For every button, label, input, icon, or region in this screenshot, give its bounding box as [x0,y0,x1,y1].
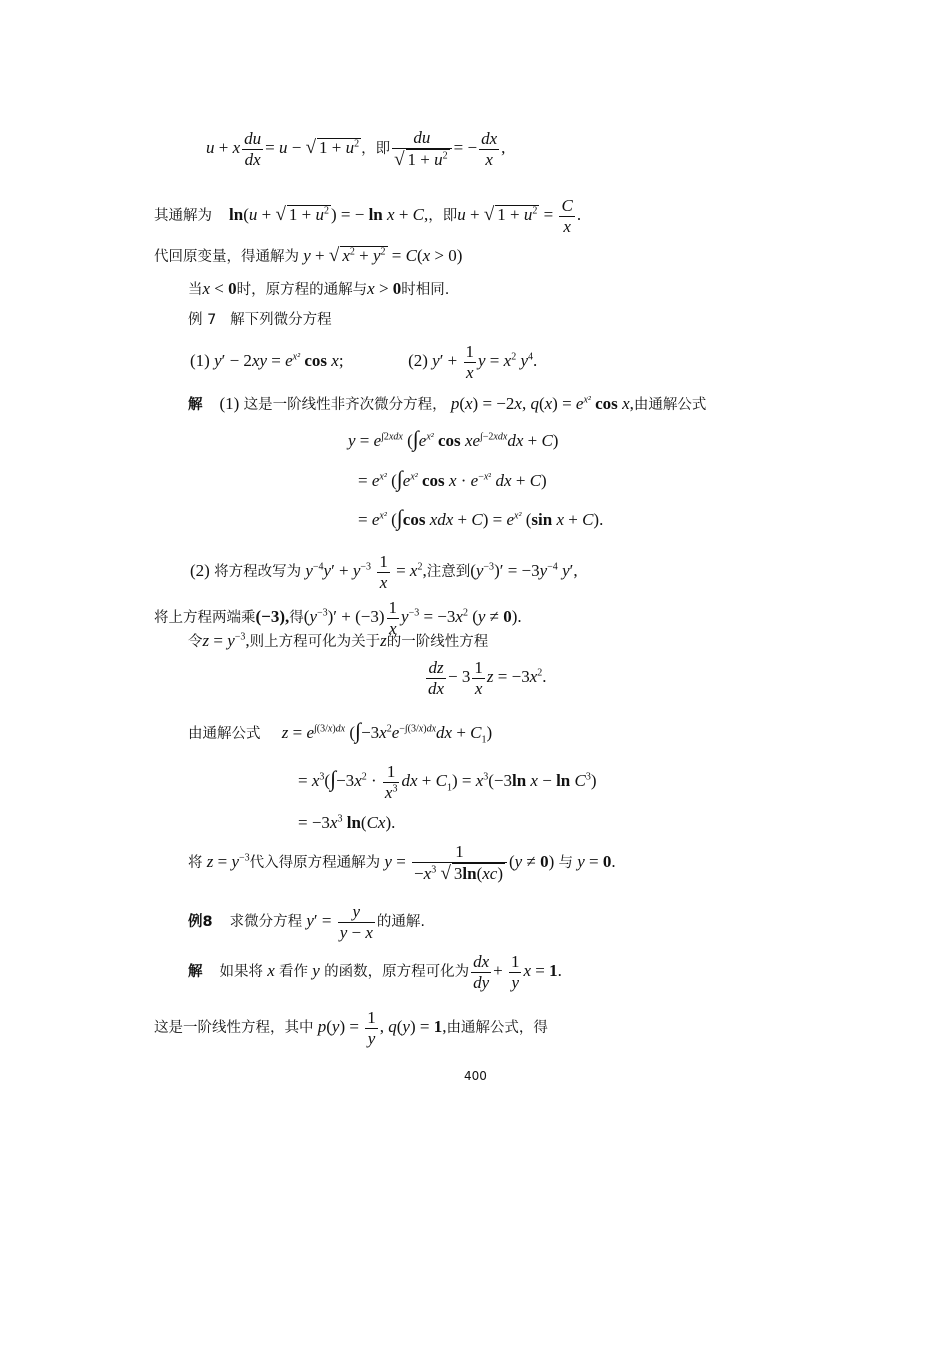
text-general-solution: 其通解为 [154,207,212,224]
text-by-formula: 由通解公式 [633,397,707,413]
text-same: 时，原方程的通解与 [236,282,368,298]
text-linear-where: 这是一阶线性方程，其中 [154,1019,314,1036]
example-8-tail: 的通解. [376,913,425,930]
solution-2-formula: 由通解公式 $z = e^{\int(3/x)dx}$ $(\int-3x^2e^{-\int(3/x)dx}dx + C_1)$ [188,718,493,746]
example-8-label: 例8 [188,913,213,930]
solution-label: 解 [188,397,203,413]
text-same-end: 时相同. [401,282,450,298]
solution-8-label: 解 [188,963,203,980]
text-ji-2: ，即 [428,207,458,224]
page-number: 400 [464,1069,487,1083]
solution-2-multiply: 将上方程两端乘(−3),得$(y^{-3})' + (-3)$ $\frac{1}{x}$ $y^{-3} = -3x^2$ (y ≠ 0). [154,598,522,638]
text-substitute: 代入得原方程通解为 [249,855,381,872]
text-sol8-a: 如果将 [219,963,263,980]
text-first-order: 的一阶线性方程 [386,634,489,650]
solution-2-step-3: = $-3x^3$ ln(Cx). [298,813,396,832]
text-when: 当 [188,282,203,298]
text-note: 注意到 [426,563,471,580]
solution-1-text: 这是一阶线性非齐次微分方程， [243,397,447,413]
text-back-sub: 代回原变量，得通解为 [154,249,299,265]
example-8-text: 求微分方程 [229,913,303,930]
example-7-problems: (1) $y' - 2xy = e^{x^2}$ cos x; (2) y′ + $\frac{1}{x}$ $y = x^2$ $y^4$. [190,342,538,382]
text-both-sides: 将上方程两端乘 [154,609,256,626]
example-7-heading [188,313,332,328]
solution-2-step-2: = $x^3(\int-3x^2$ · $\frac{1}{x^3}$ dx + $C_1) = x^3(-3\ln$ $x - \ln C^3$) [298,762,597,802]
solution-2-substitution: 令$z = y^{-3}$,则上方程可化为关于z的一阶线性方程 [188,631,489,650]
text-and: 与 [558,855,573,872]
solution-8-linear: 这是一阶线性方程，其中 p(y) = $\frac{1}{y}$ , q(y) = 1,由通解公式，得 [154,1008,548,1048]
text-ji: ，即 [361,141,391,158]
solution-2-final: 将 $z = y^{-3}$代入得原方程通解为 y = $\frac{1}{-x^3 √ 3\ln(xc)}$ (y ≠ 0) 与 y = 0. [188,842,616,884]
solution-1-intro: 解 (1) 这是一阶线性非齐次微分方程， p(x) = −2x, $q(x) = e^{x^2}$ cos x,由通解公式 [188,394,707,413]
text-sol8-c: 的函数，原方程可化为 [324,963,470,980]
solution-1-step-1: $y = e^{\int 2xdx}$ ($\int e^{x^2}$ $\cos xe^{\int-2xdx}dx + C$) [348,426,559,451]
solution-2-linear-eq: $\frac{dz}{dx}$ − 3 $\frac{1}{x}$ $z = -3x^2$. [428,658,547,698]
text-by-formula-get: 由通解公式，得 [446,1019,548,1036]
solution-1-step-3: = $e^{x^2}$ (∫cos xdx + $C) = e^{x^2}$ (sin x + C). [358,505,604,530]
example-7-label: 例 7 [188,312,217,328]
equation-line-2: 其通解为 ln(u + √ $1 + u^2$ ) = − ln x + C,，即u + √ $1 + u^2$ = $\frac{C}{x}$ . [154,196,582,236]
solution-2-rewrite: (2) 将方程改写为 $y^{-4}y' + y^{-3}$ $\frac{1}{x}$ = $x^2$,注意到$(y^{-3})' = -3y^{-4}$ y′, [190,552,578,592]
solution-8-intro: 解 如果将 x 看作 y 的函数，原方程可化为 $\frac{dx}{dy}$ + $\frac{1}{y}$ x = 1. [188,952,562,992]
text-sol8-b: 看作 [279,963,309,980]
text-then-eq: 则上方程可化为关于 [249,634,381,650]
text-let: 令 [188,634,203,650]
equation-line-1: u + x $\frac{du}{dx}$ = u − √ $1 + u^2$ ，即 $\frac{du}{√ 1 + u^2}$ = − $\frac{dx}{x}$ , [206,128,506,170]
solution-1-step-2: = $e^{x^2}$ ($\int e^{x^2}$ $\cos x \cdot e^{-x^2}$ dx + C) [358,466,547,491]
text-rewrite: 将方程改写为 [214,563,302,580]
text-de: 得 [289,609,304,626]
equation-line-4: 当x < 0时，原方程的通解与x > 0时相同. [188,279,450,298]
example-8-heading: 例8 求微分方程 y′ = $\frac{y}{y - x}$ 的通解. [188,902,425,942]
example-7-text: 解下列微分方程 [230,312,332,328]
text-by-formula-2: 由通解公式 [188,726,261,742]
equation-line-3: 代回原变量，得通解为 y + √ $x^2 + y^2 = C(x > 0)$ [154,245,463,266]
